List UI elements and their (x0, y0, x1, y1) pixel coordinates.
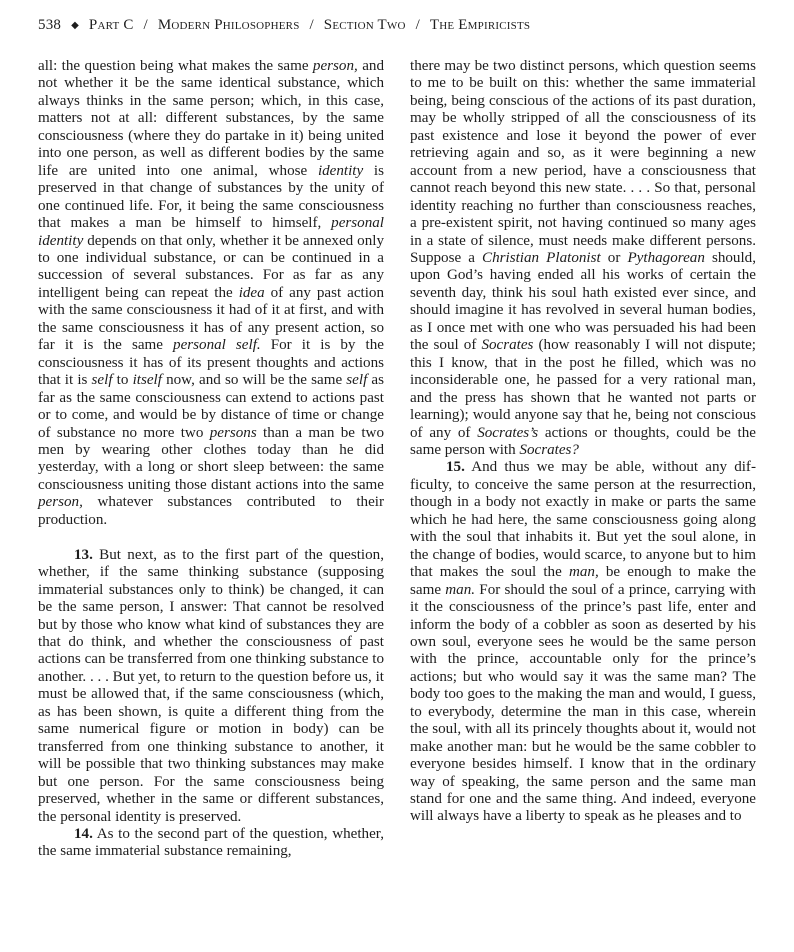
text-run: As to the second part of the question, whether, the same immaterial substance remaining, (38, 825, 384, 860)
header-section-title: Modern Philosophers (157, 17, 300, 33)
left-column (38, 58, 384, 861)
italic-term: man, (568, 564, 599, 581)
text-run: whatever substances contributed to their production. (38, 494, 384, 528)
italic-term: self (346, 372, 368, 389)
header-separator: / (309, 17, 314, 33)
paragraph-15 (410, 459, 756, 826)
text-run: or (600, 249, 628, 266)
italic-term: persons (209, 424, 257, 441)
text-run: there may be two distinct persons, which question seems to me to be built on this: whether the same immaterial being, being conscious of the actions of its past duration, may be wholly stripped of all the consciousness of its past existence and lose it beyond the power of ever retrieving again and so, as it were beginning a new account from a new period, have a consciousness that cannot reach beyond this new state. . . . So that, personal identity reaching no further than consciousness reaches, a pre-existent spirit, not having continued so many ages in a state of silence, must needs make different persons. Suppose a (410, 58, 756, 266)
text-run: But next, as to the first part of the question, whether, if the same thinking substance (supposing immaterial substances only to think) be changed, it can be the same person, I answer: That cannot be resolved but by those who know what kind of substances they are that do think, and whether the consciousness of past actions can be transferred from one thinking substance to another. . . . But yet, to return to the question before us, it must be allowed that, if the same consciousness (which, as has been shown, is quite a different thing from the same numerical figure or motion in body) can be transferred from one thinking substance to another, it will be possible that two thinking substances may make but one person. For the same consciousness being preserved, whether in the same or different substances, the personal identity is preserved. (38, 546, 384, 825)
text-run: depends on that only, whether it be annexed only to one individual substance, or can be continued in a succession of several substances. For as far as any intelligent being can repeat the (38, 232, 384, 301)
diamond-bullet-icon: ◆ (71, 20, 79, 31)
italic-term: identity (317, 162, 364, 179)
italic-term: man. (445, 581, 476, 598)
header-part: Part C (88, 17, 134, 33)
italic-term: personal self. (173, 337, 261, 354)
text-run: as far as the same consciousness can extend to actions past or to come, and would be by distance of time or change of substance no more two (38, 372, 384, 441)
text-run: now, and so will be the same (161, 372, 347, 389)
text-run: than a man be two men by wearing other clothes today than he did yesterday, with a long or short sleep between: the same consciousness uniting those distant actions into the same (38, 424, 384, 493)
italic-term: Socrates’s (477, 424, 539, 441)
text-run: actions or thoughts, could be the same person with (410, 424, 756, 458)
header-subsection: The Empiricists (429, 17, 531, 33)
header-separator: / (143, 17, 148, 33)
running-header (38, 17, 758, 37)
header-section: Section Two (323, 17, 406, 33)
text-run: to (112, 372, 133, 389)
paragraph-14 (38, 826, 384, 861)
paragraph-14-continued (410, 58, 756, 459)
text-run: should, upon God’s having ended all his works of certain the seventh day, think his soul hath existed ever since, and should imagine it has revolved in several human bodies, as I once met with one who was persuaded his had been the soul of (410, 249, 756, 354)
section-number: 15. (446, 459, 465, 476)
right-column (410, 58, 756, 826)
paragraph-13 (38, 547, 384, 826)
page-number: 538 (38, 17, 62, 33)
header-separator: / (415, 17, 420, 33)
italic-term: person, (38, 494, 83, 511)
italic-term: Christian Platonist (482, 249, 601, 266)
text-run: For should the soul of a prince, carrying with it the consciousness of the prince’s past life, enter and inform the body of a cobbler as soon as deserted by his own soul, everyone sees he would be the same person with the prince, accountable only for the prince’s actions; but who would say it was the same man? The body too goes to the making the man and would, I guess, to everybody, determine the man in this case, wherein the soul, with all its princely thoughts about it, would not make another man: but he would be the same cobbler to everyone besides himself. I know that in the ordinary way of speaking, the same person and the same man stand for one and the same thing. And indeed, everyone will always have a liberty to speak as he pleases and to (410, 581, 756, 825)
text-run: all: the question being what makes the same (38, 58, 313, 74)
text-run: For it is by the consciousness it has of its present thoughts and actions that it is (38, 337, 384, 389)
text-run: And thus we may be able, without any difficulty, to conceive the same person at the resurrection, though in a body not exactly in make or parts the same which he had here, the same consciousness going along with the soul that inhabits it. But yet the soul alone, in the change of bodies, would scarce, to anyone but to him that makes the soul the (410, 459, 756, 581)
italic-term: personal identity (38, 215, 384, 249)
text-run: be enough to make the same (410, 564, 756, 598)
italic-term: itself (132, 372, 162, 389)
text-run: of any past action with the same consciousness it had of it at first, and with the same consciousness it has of any present action, so far it is the same (38, 284, 385, 354)
section-number: 14. (74, 825, 93, 842)
italic-term: Socrates? (519, 441, 579, 458)
italic-term: person, (312, 58, 358, 74)
text-run: and not whether it be the same identical substance, which always thinks in the same person; which, in this case, matters not at all: different substances, by the same consciousness (where they do partake in it) being united into one person, as well as different bodies by the same life are united into one animal, whose (38, 58, 384, 179)
italic-term: Pythagorean (627, 249, 705, 266)
text-run: (how reasonably I will not dispute; this I know, that in the post he filled, which was no inconsiderable one, he passed for a very rational man, and the press has shown that he wanted not parts or learning); would anyone say that he, being not conscious of any of (410, 337, 756, 441)
text-run: is preserved in that change of substances by the unity of one continued life. For, it being the same consciousness that makes a man be himself to himself, (38, 162, 384, 232)
section-number: 13. (74, 546, 93, 563)
paragraph-12-continued (38, 58, 384, 529)
italic-term: idea (238, 284, 265, 301)
italic-term: Socrates (481, 337, 534, 354)
italic-term: self (91, 372, 113, 389)
